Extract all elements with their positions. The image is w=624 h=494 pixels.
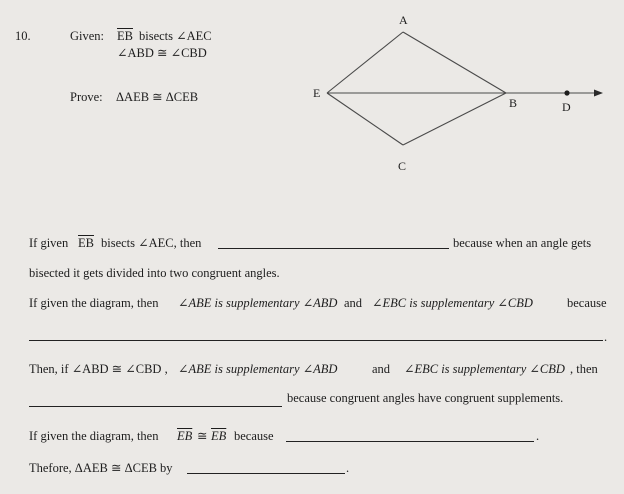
given-label: Given: xyxy=(70,29,105,43)
given-statement: bisects ∠AEC xyxy=(139,29,212,43)
proof-line4-period: . xyxy=(604,330,608,344)
answer-blank-1[interactable] xyxy=(218,238,449,249)
proof-line3-and: and xyxy=(344,296,363,310)
proof-line7-period: . xyxy=(536,429,540,443)
answer-blank-4[interactable] xyxy=(286,431,534,442)
proof-line5-start: Then, if ∠ABD ≅ ∠CBD , xyxy=(29,362,168,376)
proof-line5-supp2: ∠EBC is supplementary ∠CBD xyxy=(404,362,565,376)
proof-line3-supp1: ∠ABE is supplementary ∠ABD xyxy=(178,296,338,310)
proof-line6: because congruent angles have congruent supplements. xyxy=(287,391,564,405)
label-a: A xyxy=(399,13,408,27)
answer-blank-3[interactable] xyxy=(29,396,282,407)
answer-blank-5[interactable] xyxy=(187,463,345,474)
segment-ab xyxy=(403,32,506,93)
segment-cb xyxy=(403,93,506,145)
label-e: E xyxy=(313,86,321,100)
proof-line3-end: because xyxy=(567,296,607,310)
proof-line8-start: Thefore, ΔAEB ≅ ΔCEB by xyxy=(29,461,173,475)
proof-line7-start: If given the diagram, then xyxy=(29,429,159,443)
given-ray: $\overline{EB}$ xyxy=(117,29,133,43)
proof-line7-segment2: $\overline{EB}$ xyxy=(211,429,227,443)
proof-line1-end: because when an angle gets xyxy=(453,236,592,250)
proof-line2: bisected it gets divided into two congruent angles. xyxy=(29,266,280,280)
proof-line7-because: because xyxy=(234,429,274,443)
answer-blank-2[interactable] xyxy=(29,330,603,341)
label-b: B xyxy=(509,96,518,110)
proof-line7-segment1: $\overline{EB}$ xyxy=(177,429,193,443)
point-d xyxy=(564,90,569,95)
label-d: D xyxy=(562,100,571,114)
proof-line1-mid: bisects ∠AEC, then xyxy=(101,236,202,250)
proof-line3-start: If given the diagram, then xyxy=(29,296,159,310)
prove-label: Prove: xyxy=(70,90,103,104)
segment-ea xyxy=(327,32,403,93)
given-statement-2: ∠ABD ≅ ∠CBD xyxy=(117,46,207,60)
proof-line5-supp1: ∠ABE is supplementary ∠ABD xyxy=(178,362,338,376)
proof-line3-supp2: ∠EBC is supplementary ∠CBD xyxy=(372,296,533,310)
ray-arrowhead xyxy=(594,90,603,97)
prove-statement: ΔAEB ≅ ΔCEB xyxy=(116,90,199,104)
proof-line5-end: , then xyxy=(570,362,598,376)
proof-line7-congruent: ≅ xyxy=(197,429,208,443)
proof-line1-start: If given xyxy=(29,236,69,250)
proof-line8-period: . xyxy=(346,461,350,475)
problem-number: 10. xyxy=(15,29,31,43)
segment-ec xyxy=(327,93,403,145)
proof-line1-ray: $\overline{EB}$ xyxy=(78,236,94,250)
label-c: C xyxy=(398,159,407,173)
proof-line5-and: and xyxy=(372,362,391,376)
